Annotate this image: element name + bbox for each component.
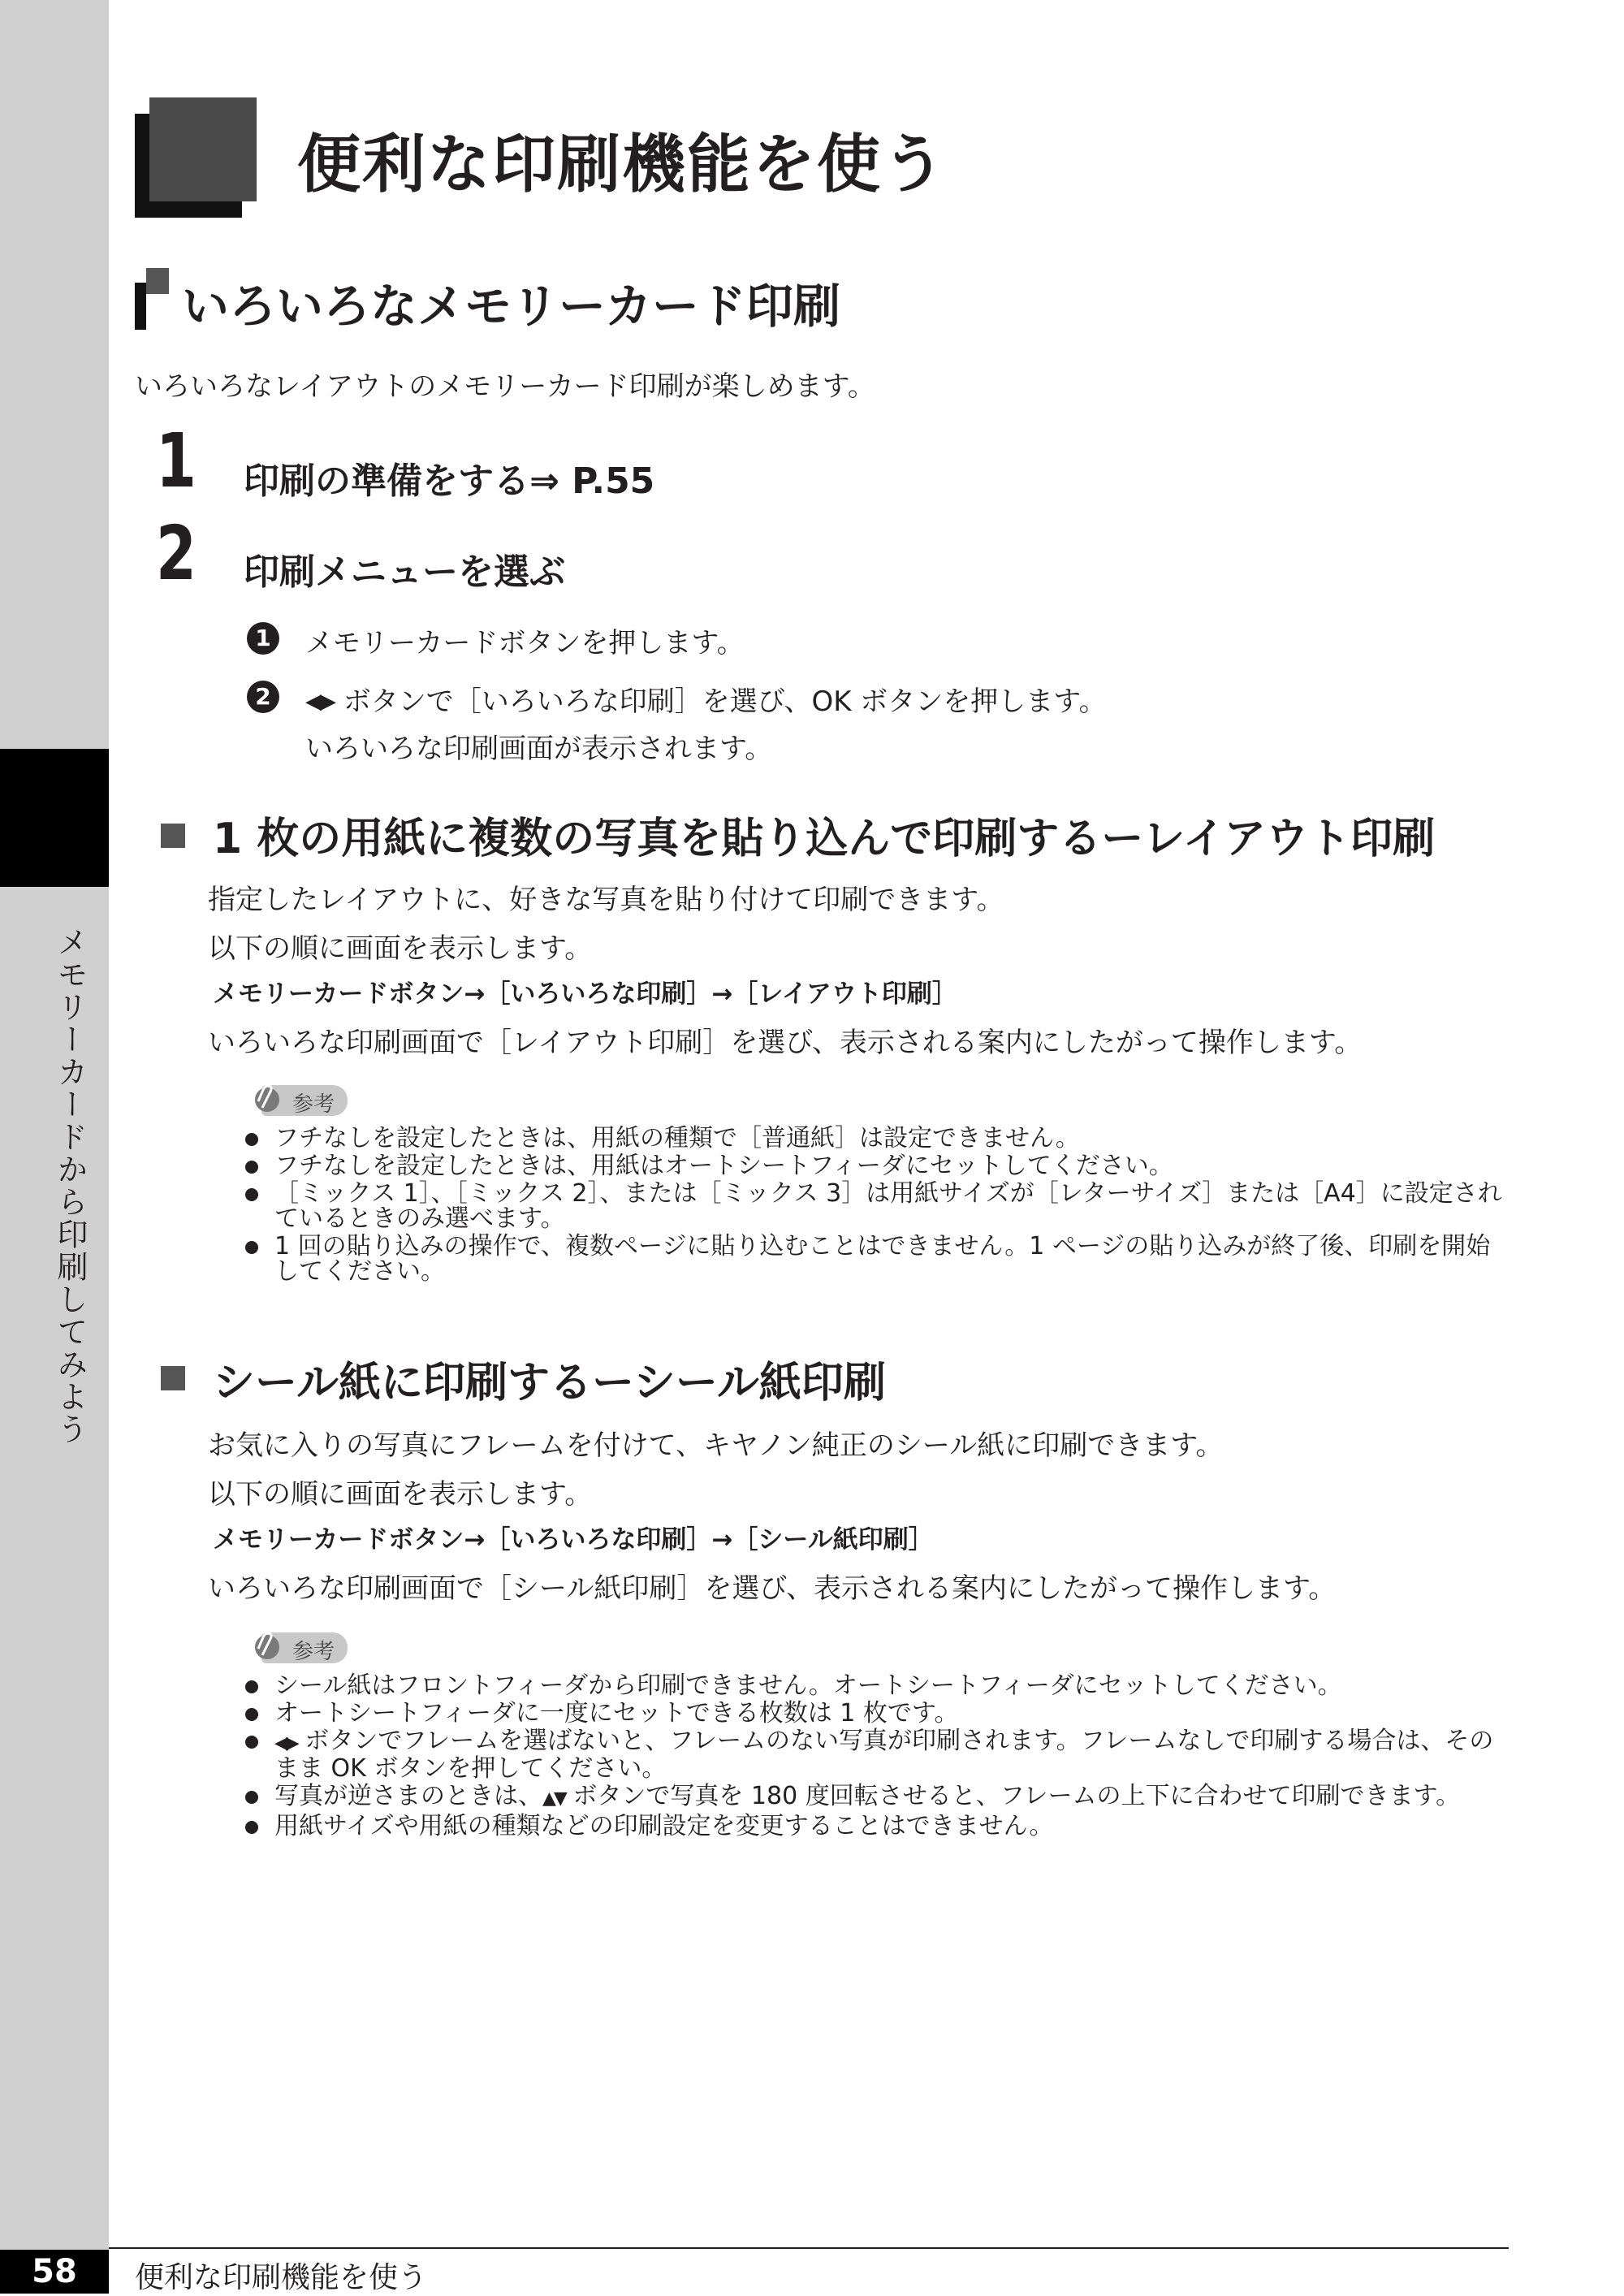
- substep-text-1: メモリーカードボタンを押します。: [305, 627, 745, 659]
- chapter-tab: [0, 749, 109, 887]
- note-item: 用紙サイズや用紙の種類などの印刷設定を変更することはできません。: [245, 1814, 1512, 1839]
- substep-text-2: ◀▶ ボタンで［いろいろな印刷］を選び、OK ボタンを押します。: [305, 685, 1107, 718]
- layout-print-order: 以下の順に画面を表示します。: [208, 932, 593, 965]
- footer-title: 便利な印刷機能を使う: [135, 2261, 428, 2294]
- left-right-arrows-icon: ◀▶: [274, 1733, 297, 1753]
- step-title-1: 印刷の準備をする⇒ P.55: [244, 460, 655, 502]
- page-title: 便利な印刷機能を使う: [297, 128, 948, 201]
- page-number: 58: [0, 2250, 109, 2294]
- section-intro: いろいろなレイアウトのメモリーカード印刷が楽しめます。: [135, 370, 875, 403]
- layout-print-desc: 指定したレイアウトに、好きな写真を貼り付けて印刷できます。: [208, 884, 1004, 916]
- note-item: フチなしを設定したときは、用紙の種類で［普通紙］は設定できません。: [245, 1126, 1512, 1151]
- square-bullet-icon: [161, 1366, 185, 1390]
- note-item: 1 回の貼り込みの操作で、複数ページに貼り込むことはできません。1 ページの貼り込みが終了後、印刷を開始してください。: [245, 1234, 1512, 1284]
- note-item: ◀▶ ボタンでフレームを選ばないと、フレームのない写真が印刷されます。フレームなしで印刷する場合は、そのまま OK ボタンを押してください。: [245, 1728, 1512, 1781]
- paperclip-icon: [253, 1628, 281, 1663]
- substep-marker-1: 1: [247, 622, 279, 655]
- sticker-print-desc: お気に入りの写真にフレームを付けて、キヤノン純正のシール紙に印刷できます。: [208, 1429, 1224, 1462]
- substep-note-2: いろいろな印刷画面が表示されます。: [305, 733, 773, 765]
- note-badge: 参考: [242, 1628, 349, 1663]
- footer-rule: [109, 2247, 1509, 2249]
- sticker-print-heading: シール紙に印刷するーシール紙印刷: [213, 1359, 886, 1407]
- section-title: いろいろなメモリーカード印刷: [182, 279, 840, 334]
- note-item: シール紙はフロントフィーダから印刷できません。オートシートフィーダにセットしてください。: [245, 1673, 1512, 1698]
- sticker-print-path: メモリーカードボタン→［いろいろな印刷］→［シール紙印刷］: [213, 1525, 934, 1554]
- layout-print-notes: [245, 1126, 1512, 1286]
- note-badge: 参考: [242, 1080, 349, 1116]
- layout-print-instruction: いろいろな印刷画面で［レイアウト印刷］を選び、表示される案内にしたがって操作します。: [208, 1027, 1363, 1059]
- sticker-print-order: 以下の順に画面を表示します。: [208, 1478, 593, 1511]
- note-item: フチなしを設定したときは、用紙はオートシートフィーダにセットしてください。: [245, 1153, 1512, 1178]
- square-bullet-icon: [161, 824, 185, 848]
- chapter-label: メモリーカードから印刷してみよう: [52, 926, 88, 1446]
- title-mark: [149, 97, 257, 201]
- paperclip-icon: [253, 1080, 281, 1116]
- layout-print-heading: 1 枚の用紙に複数の写真を貼り込んで印刷するーレイアウト印刷: [213, 815, 1436, 863]
- step-title-2: 印刷メニューを選ぶ: [244, 551, 565, 593]
- note-item: ［ミックス 1］、［ミックス 2］、または［ミックス 3］は用紙サイズが［レターサイズ］または［A4］に設定されているときのみ選べます。: [245, 1181, 1512, 1231]
- left-right-arrows-icon: ◀▶: [305, 690, 335, 714]
- layout-print-path: メモリーカードボタン→［いろいろな印刷］→［レイアウト印刷］: [213, 979, 957, 1009]
- step-number-1: 1: [156, 417, 197, 504]
- substep-marker-2: 2: [247, 681, 279, 713]
- note-item: 写真が逆さまのときは、▲▼ ボタンで写真を 180 度回転させると、フレームの上下に合わせて印刷できます。: [245, 1784, 1512, 1811]
- sticker-print-notes: [245, 1673, 1512, 1841]
- up-down-arrows-icon: ▲▼: [542, 1788, 565, 1809]
- sticker-print-instruction: いろいろな印刷画面で［シール紙印刷］を選び、表示される案内にしたがって操作します。: [208, 1572, 1337, 1605]
- step-number-2: 2: [156, 510, 197, 597]
- section-marker-accent: [146, 268, 169, 294]
- section-marker: [135, 283, 146, 330]
- note-item: オートシートフィーダに一度にセットできる枚数は 1 枚です。: [245, 1701, 1512, 1726]
